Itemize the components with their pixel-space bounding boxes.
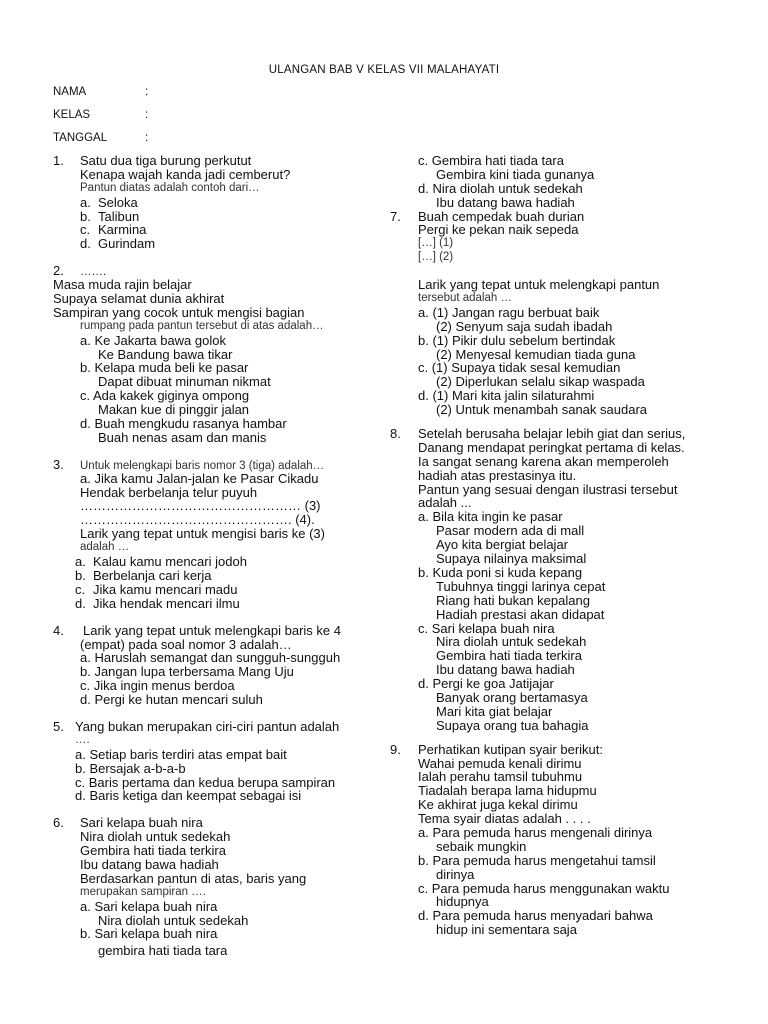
answer-option-line: Buah nenas asam dan manis	[98, 429, 267, 445]
answer-option: d. Para pemuda harus menyadari bahwa	[418, 908, 653, 924]
question-line: (empat) pada soal nomor 3 adalah…	[80, 636, 292, 652]
answer-option-line: Banyak orang bertamasya	[436, 689, 588, 705]
answer-option: a. Haruslah semangat dan sungguh-sungguh	[80, 650, 341, 666]
question-1	[53, 154, 383, 251]
colon: :	[145, 132, 149, 144]
colon: :	[145, 86, 149, 98]
answer-option: c. Gembira hati tiada tara	[418, 153, 564, 168]
question-number: 9.	[390, 741, 401, 757]
question-line: Larik yang tepat untuk mengisi baris ke (3)	[80, 526, 325, 542]
question-4	[53, 624, 383, 707]
question-prompt: Pantun diatas adalah contoh dari…	[80, 181, 260, 194]
option-text: Jika hendak mencari ilmu	[93, 595, 240, 611]
answer-option-line: Supaya orang tua bahagia	[436, 717, 589, 733]
answer-option-line: sebaik mungkin	[436, 838, 527, 854]
answer-option: b. Kuda poni si kuda kepang	[418, 564, 583, 580]
question-blank-line: …………………………………………. (4).	[80, 512, 315, 528]
header-kelas	[53, 109, 149, 121]
answer-option: c. Baris pertama dan kedua berupa sampiran	[75, 774, 336, 790]
page-title: ULANGAN BAB V KELAS VII MALAHAYATI	[268, 64, 500, 76]
answer-option-line: Makan kue di pinggir jalan	[98, 402, 250, 418]
answer-option: a. Para pemuda harus mengenali dirinya	[418, 824, 653, 840]
question-prompt: rumpang pada pantun tersebut di atas adalah…	[80, 319, 324, 332]
question-number: 6.	[53, 815, 64, 831]
option-letter: a.	[80, 194, 91, 210]
question-line: Ialah perahu tamsil tubuhmu	[418, 769, 583, 785]
question-7	[390, 210, 740, 417]
question-number: 8.	[390, 426, 401, 442]
header-tanggal	[53, 132, 149, 144]
answer-option: d. Nira diolah untuk sedekah	[418, 180, 583, 196]
question-blank-line: …………………………………………… (3)	[80, 498, 321, 514]
question-line: Ke akhirat juga kekal dirimu	[418, 797, 578, 813]
question-5	[53, 720, 383, 803]
answer-option-line: Gembira kini tiada gunanya	[436, 166, 595, 182]
question-line: Tiadalah berapa lama hidupmu	[418, 783, 597, 799]
option-letter: c.	[75, 581, 86, 597]
question-line: Setelah berusaha belajar lebih giat dan serius,	[418, 426, 686, 442]
question-line: Kenapa wajah kanda jadi cemberut?	[80, 166, 291, 182]
option-letter: b.	[75, 567, 86, 583]
answer-option: c. Sari kelapa buah nira	[418, 620, 555, 636]
answer-option-line: Nira diolah untuk sedekah	[98, 912, 249, 928]
answer-option: b. Kelapa muda beli ke pasar	[80, 360, 249, 376]
answer-option	[53, 555, 383, 569]
answer-option-line: Ibu datang bawa hadiah	[436, 194, 575, 210]
answer-option-line: Pasar modern ada di mall	[436, 523, 585, 539]
question-number: 2.	[53, 263, 64, 279]
answer-option-line: Hadiah prestasi akan didapat	[436, 606, 605, 622]
option-text: Seloka	[98, 194, 138, 210]
answer-option-line: (2) Diperlukan selalu sikap waspada	[436, 374, 645, 390]
question-line: Gembira hati tiada terkira	[80, 843, 226, 859]
answer-option: a. Setiap baris terdiri atas empat bait	[75, 746, 287, 762]
answer-option: b. Para pemuda harus mengetahui tamsil	[418, 852, 656, 868]
question-line: Sampiran yang cocok untuk mengisi bagian	[53, 304, 305, 320]
question-blank: …….	[80, 266, 107, 279]
answer-option-line: (2) Menyesal kemudian tiada guna	[436, 346, 636, 362]
answer-option-line: Ibu datang bawa hadiah	[436, 662, 575, 678]
question-line: Pantun yang sesuai dengan ilustrasi tersebut	[418, 481, 678, 497]
label-kelas: KELAS	[53, 109, 91, 121]
answer-option-line: gembira hati tiada tara	[98, 943, 228, 959]
question-blank-line: […] (1)	[418, 237, 454, 250]
option-letter: a.	[75, 554, 86, 570]
answer-option-line: hidupnya	[436, 894, 489, 910]
option-text: Berbelanja cari kerja	[93, 567, 212, 583]
question-number: 4.	[53, 622, 64, 638]
answer-option-line: Mari kita giat belajar	[436, 703, 553, 719]
answer-option	[53, 583, 383, 597]
answer-option: c. (1) Supaya tidak sesal kemudian	[418, 360, 621, 376]
answer-option: c. Jika ingin menus berdoa	[80, 678, 235, 694]
question-line: Larik yang tepat untuk melengkapi pantun	[418, 277, 660, 293]
answer-option: c. Ada kakek giginya ompong	[80, 388, 250, 404]
answer-option: b. Bersajak a-b-a-b	[75, 760, 186, 776]
option-text: Jika kamu mencari madu	[93, 581, 238, 597]
answer-option: d. (1) Mari kita jalin silaturahmi	[418, 388, 595, 404]
answer-option	[53, 223, 383, 237]
option-letter: b.	[80, 208, 91, 224]
question-prompt: tersebut adalah …	[418, 292, 512, 305]
answer-option: a. Sari kelapa buah nira	[80, 898, 218, 914]
option-letter: d.	[80, 236, 91, 252]
question-number: 5.	[53, 718, 64, 734]
label-tanggal: TANGGAL	[53, 132, 108, 144]
option-letter: d.	[75, 595, 86, 611]
option-text: Gurindam	[98, 236, 156, 252]
question-line: Ia sangat senang karena akan memperoleh	[418, 453, 669, 469]
answer-option-line: Riang hati bukan kepalang	[436, 592, 590, 608]
question-prompt: adalah ...	[418, 495, 472, 511]
answer-option: d. Pergi ke goa Jatijajar	[418, 676, 554, 692]
answer-option	[53, 569, 383, 583]
question-line: Masa muda rajin belajar	[53, 277, 192, 293]
question-line: Hendak berbelanja telur puyuh	[80, 484, 258, 500]
question-line: Pergi ke pekan naik sepeda	[418, 222, 579, 238]
question-9	[390, 743, 740, 937]
option-text: Karmina	[98, 222, 147, 238]
answer-option: d. Baris ketiga dan keempat sebagai isi	[75, 788, 302, 804]
answer-option-line: dirinya	[436, 866, 475, 882]
answer-option-line: Tubuhnya tinggi larinya cepat	[436, 578, 606, 594]
question-line: Wahai pemuda kenali dirimu	[418, 755, 582, 771]
answer-option: b. Jangan lupa terbersama Mang Uju	[80, 664, 294, 680]
option-text: Talibun	[98, 208, 140, 224]
question-number: 1.	[53, 153, 64, 168]
question-line: Ibu datang bawa hadiah	[80, 856, 219, 872]
question-line: Supaya selamat dunia akhirat	[53, 291, 225, 307]
question-line: Satu dua tiga burung perkutut	[80, 153, 252, 168]
answer-option: a. Bila kita ingin ke pasar	[418, 509, 563, 525]
question-6	[53, 816, 383, 958]
answer-option: b. Sari kelapa buah nira	[80, 926, 218, 942]
question-number: 7.	[390, 208, 401, 224]
answer-option-line: hidup ini sementara saja	[436, 922, 577, 938]
question-line: Sari kelapa buah nira	[80, 815, 203, 831]
option-letter: c.	[80, 222, 91, 238]
answer-option-line: (2) Untuk menambah sanak saudara	[436, 402, 648, 418]
answer-option: a. Ke Jakarta bawa golok	[80, 332, 226, 348]
answer-option	[53, 210, 383, 224]
answer-option-line: Dapat dibuat minuman nikmat	[98, 374, 271, 390]
header-nama	[53, 86, 149, 98]
question-line: a. Jika kamu Jalan-jalan ke Pasar Cikadu	[80, 470, 319, 486]
answer-option-line: Supaya nilainya maksimal	[436, 551, 587, 567]
question-prompt: Tema syair diatas adalah . . . .	[418, 811, 591, 827]
question-3	[53, 458, 383, 611]
question-line: Larik yang tepat untuk melengkapi baris ke 4	[83, 622, 341, 638]
question-line: Nira diolah untuk sedekah	[80, 829, 231, 845]
label-nama: NAMA	[53, 86, 87, 98]
question-2	[53, 264, 383, 445]
question-prompt: Untuk melengkapi baris nomor 3 (tiga) adalah…	[80, 459, 325, 472]
answer-option-line: Nira diolah untuk sedekah	[436, 634, 587, 650]
answer-option-line: Ayo kita bergiat belajar	[436, 537, 569, 553]
question-number: 3.	[53, 456, 64, 472]
answer-option: b. (1) Pikir dulu sebelum bertindak	[418, 332, 616, 348]
left-column	[53, 154, 383, 958]
answer-option	[53, 237, 383, 251]
option-text: Kalau kamu mencari jodoh	[93, 554, 247, 570]
right-column	[390, 154, 740, 937]
answer-option-line: Ke Bandung bawa tikar	[98, 346, 233, 362]
question-prompt: adalah …	[80, 541, 130, 554]
question-line: Perhatikan kutipan syair berikut:	[418, 741, 603, 757]
question-prompt: merupakan sampiran ….	[80, 885, 206, 898]
answer-option: a. (1) Jangan ragu berbuat baik	[418, 304, 600, 320]
question-blank-line: […] (2)	[418, 251, 454, 264]
answer-option: d. Buah mengkudu rasanya hambar	[80, 416, 287, 432]
question-8	[390, 427, 740, 733]
answer-option: d. Pergi ke hutan mencari suluh	[80, 692, 263, 708]
answer-option: c. Para pemuda harus menggunakan waktu	[418, 880, 670, 896]
answer-option-line: (2) Senyum saja sudah ibadah	[436, 318, 613, 334]
question-6-continued	[390, 154, 740, 210]
question-line: Berdasarkan pantun di atas, baris yang	[80, 870, 307, 886]
answer-option	[53, 597, 383, 611]
question-line: Danang mendapat peringkat pertama di kelas.	[418, 439, 685, 455]
question-line: hadiah atas prestasinya itu.	[418, 467, 577, 483]
colon: :	[145, 109, 149, 121]
question-line: Yang bukan merupakan ciri-ciri pantun adalah	[75, 718, 340, 734]
question-blank: ….	[75, 733, 90, 746]
question-line: Buah cempedak buah durian	[418, 208, 585, 224]
answer-option	[53, 196, 383, 210]
answer-option-line: Gembira hati tiada terkira	[436, 648, 582, 664]
